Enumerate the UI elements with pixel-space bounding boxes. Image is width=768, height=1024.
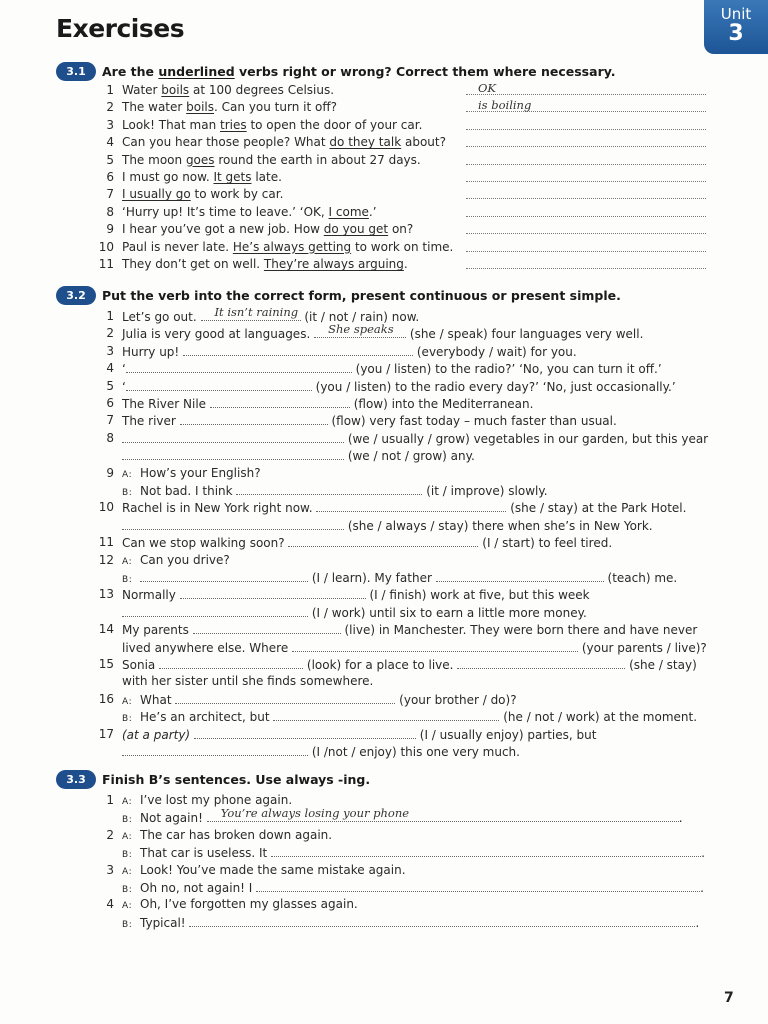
underlined-verb: boils bbox=[161, 83, 190, 97]
exercise-line bbox=[98, 844, 708, 861]
text-segment: ‘ bbox=[122, 379, 126, 394]
answer-blank[interactable] bbox=[193, 621, 341, 634]
exercise-line bbox=[98, 691, 708, 708]
underlined-verb: It gets bbox=[213, 170, 252, 184]
exercise-line bbox=[98, 343, 708, 360]
speaker-label: A: bbox=[122, 831, 133, 842]
exercise-line bbox=[98, 305, 708, 325]
text-segment: My parents bbox=[122, 623, 193, 638]
exercise-line bbox=[98, 534, 708, 551]
answer-blank[interactable] bbox=[122, 743, 308, 756]
item-number: 5 bbox=[106, 152, 114, 167]
item-text-part: Paul is never late. bbox=[122, 239, 233, 254]
item-number: 11 bbox=[98, 535, 114, 550]
line-text bbox=[122, 322, 644, 343]
line-text bbox=[122, 552, 230, 571]
page-title: Exercises bbox=[56, 14, 185, 43]
answer-blank[interactable] bbox=[194, 726, 416, 739]
text-segment: (I /not / enjoy) this one very much. bbox=[308, 745, 520, 759]
text-segment: Normally bbox=[122, 588, 180, 603]
text-segment: (everybody / wait) for you. bbox=[413, 344, 577, 359]
answer-blank[interactable] bbox=[316, 499, 506, 512]
item-text-part: round the earth in about 27 days. bbox=[214, 152, 421, 167]
speaker-label: B: bbox=[122, 714, 133, 725]
text-segment: Not again! bbox=[140, 811, 207, 826]
item-text-part: I must go now. bbox=[122, 170, 214, 184]
text-segment: Not bad. I think bbox=[140, 484, 237, 498]
underlined-verb: boils bbox=[186, 100, 215, 115]
item-text bbox=[122, 117, 422, 134]
exercise-line bbox=[98, 708, 708, 725]
exercise-badge: 3.1 bbox=[56, 62, 96, 81]
exercise-line bbox=[98, 465, 708, 482]
text-segment: What bbox=[140, 692, 176, 707]
item-number: 8 bbox=[106, 204, 114, 219]
line-text bbox=[122, 621, 697, 639]
exercise-line bbox=[98, 827, 708, 844]
answer-blank[interactable] bbox=[189, 914, 695, 927]
speaker-label: B: bbox=[122, 488, 133, 498]
item-text-part: Water bbox=[122, 83, 162, 97]
answer-blank[interactable] bbox=[273, 708, 499, 721]
item-text bbox=[122, 99, 337, 116]
exercise-3-3-header bbox=[56, 770, 370, 789]
exercise-line bbox=[98, 552, 708, 569]
text-segment: . bbox=[700, 881, 704, 895]
speaker-label: A: bbox=[122, 556, 133, 567]
answer-blank[interactable] bbox=[126, 360, 352, 373]
text-segment: ‘ bbox=[122, 362, 126, 377]
answer-line[interactable] bbox=[466, 117, 706, 130]
exercise-line bbox=[98, 806, 708, 826]
text-segment: (I / learn). My father bbox=[308, 571, 436, 585]
exercise-line bbox=[98, 862, 708, 879]
exercise-badge: 3.3 bbox=[56, 770, 96, 789]
item-number: 1 bbox=[106, 309, 114, 323]
line-text bbox=[122, 827, 332, 846]
text-segment: . bbox=[701, 846, 705, 861]
exercise-line bbox=[98, 412, 708, 429]
exercise-instruction: Are the underlined verbs right or wrong? Correct them where necessary. bbox=[102, 64, 616, 79]
item-text bbox=[122, 256, 408, 273]
item-number: 7 bbox=[106, 413, 114, 428]
line-text bbox=[122, 412, 617, 430]
answer-blank[interactable] bbox=[292, 639, 578, 652]
answer-line[interactable] bbox=[466, 169, 706, 182]
item-text-part: about? bbox=[401, 135, 446, 150]
answer-blank[interactable] bbox=[457, 656, 625, 669]
answer-blank[interactable] bbox=[122, 604, 308, 617]
exercise-instruction: Finish B’s sentences. Use always -ing. bbox=[102, 772, 371, 787]
text-segment: (he / not / work) at the moment. bbox=[499, 710, 698, 725]
line-text bbox=[122, 604, 587, 622]
text-segment: (it / not / rain) now. bbox=[300, 310, 420, 324]
line-text bbox=[122, 726, 596, 744]
answer-line[interactable] bbox=[466, 204, 706, 217]
text-segment: Rachel is in New York right now. bbox=[122, 501, 317, 516]
exercise-3-1-header bbox=[56, 62, 615, 81]
line-text bbox=[122, 862, 406, 881]
exercise-line bbox=[98, 569, 708, 586]
exercise-line bbox=[98, 395, 708, 412]
text-segment: Can you drive? bbox=[140, 552, 230, 567]
text-segment: Oh, I’ve forgotten my glasses again. bbox=[140, 897, 358, 912]
item-text bbox=[122, 82, 334, 99]
item-number: 4 bbox=[106, 135, 114, 150]
text-segment: Hurry up! bbox=[122, 344, 184, 359]
exercise-badge: 3.2 bbox=[56, 286, 96, 305]
speaker-label: B: bbox=[122, 575, 133, 585]
item-number: 17 bbox=[98, 726, 114, 741]
item-text-part: The water bbox=[122, 100, 187, 115]
speaker-label: B: bbox=[122, 885, 133, 895]
answer-blank[interactable] bbox=[126, 378, 312, 391]
item-text-part: . bbox=[403, 257, 408, 271]
answer-blank[interactable] bbox=[122, 517, 344, 530]
underlined-verb: do you get bbox=[323, 222, 389, 237]
item-text-part: to work by car. bbox=[190, 187, 284, 202]
text-segment: (she / stay) at the Park Hotel. bbox=[506, 501, 687, 516]
text-segment: Look! You’ve made the same mistake again. bbox=[140, 862, 406, 877]
answer-line[interactable] bbox=[466, 152, 706, 165]
answer-blank[interactable] bbox=[159, 656, 303, 669]
handwritten-answer: OK bbox=[478, 81, 497, 95]
line-text bbox=[122, 360, 662, 378]
text-segment: Let’s go out. bbox=[122, 310, 201, 324]
item-text bbox=[122, 186, 283, 203]
unit-number: 3 bbox=[728, 21, 744, 46]
text-segment: He’s an architect, but bbox=[140, 710, 274, 725]
text-segment: (teach) me. bbox=[603, 571, 678, 585]
item-text-part: I hear you’ve got a new job. How bbox=[122, 222, 324, 237]
exercise-instruction: Put the verb into the correct form, present continuous or present simple. bbox=[102, 288, 621, 303]
item-number: 12 bbox=[98, 552, 114, 567]
line-text bbox=[122, 395, 533, 413]
item-number: 6 bbox=[106, 170, 114, 184]
item-number: 1 bbox=[106, 83, 114, 97]
exercise-line bbox=[98, 430, 708, 447]
line-text bbox=[122, 447, 475, 465]
item-text-part: late. bbox=[251, 170, 282, 184]
text-segment: (flow) into the Mediterranean. bbox=[349, 397, 534, 411]
answer-blank[interactable] bbox=[271, 844, 701, 857]
line-text bbox=[122, 430, 708, 448]
speaker-label: B: bbox=[122, 815, 133, 826]
speaker-label: A: bbox=[122, 797, 133, 807]
handwritten-answer: She speaks bbox=[328, 322, 394, 337]
item-number: 8 bbox=[106, 430, 114, 445]
item-text-part: .’ bbox=[368, 204, 377, 219]
text-segment: The River Nile bbox=[122, 397, 210, 411]
item-text bbox=[122, 204, 377, 221]
item-number: 3 bbox=[106, 117, 114, 132]
exercise-line bbox=[98, 621, 708, 638]
item-number: 9 bbox=[106, 465, 114, 480]
text-segment: (I / start) to feel tired. bbox=[478, 536, 613, 551]
item-number: 9 bbox=[106, 222, 114, 237]
text-segment: Typical! bbox=[140, 915, 190, 930]
text-segment: Oh no, not again! I bbox=[140, 881, 257, 895]
exercise-line bbox=[98, 726, 708, 743]
item-number: 2 bbox=[106, 827, 114, 842]
speaker-label: A: bbox=[122, 866, 133, 877]
answer-line[interactable] bbox=[466, 82, 706, 95]
text-segment: Can we stop walking soon? bbox=[122, 536, 289, 551]
underlined-verb: goes bbox=[185, 152, 215, 167]
text-segment: (flow) very fast today – much faster than usual. bbox=[327, 414, 617, 429]
exercise-line bbox=[98, 447, 708, 464]
exercise-line bbox=[98, 673, 708, 690]
item-text-part: ‘Hurry up! It’s time to leave.’ ‘OK, bbox=[122, 204, 329, 219]
underlined-verb: He’s always getting bbox=[232, 239, 352, 254]
text-segment: (it / improve) slowly. bbox=[422, 484, 548, 498]
item-text bbox=[122, 134, 446, 151]
item-number: 6 bbox=[106, 396, 114, 410]
item-text-part: The moon bbox=[122, 152, 186, 167]
exercise-line bbox=[98, 896, 708, 913]
text-segment: (live) in Manchester. They were born there and have never bbox=[340, 623, 698, 638]
line-text bbox=[122, 743, 520, 761]
line-text bbox=[122, 673, 373, 690]
line-text bbox=[122, 534, 612, 552]
answer-blank[interactable] bbox=[201, 305, 301, 321]
exercise-3-2-header bbox=[56, 286, 621, 305]
answer-blank[interactable] bbox=[122, 430, 344, 443]
speaker-label: B: bbox=[122, 919, 133, 930]
answer-blank[interactable] bbox=[180, 586, 366, 599]
item-text-part: . Can you turn it off? bbox=[214, 100, 337, 115]
item-number: 10 bbox=[98, 239, 114, 254]
item-number: 4 bbox=[106, 897, 114, 912]
exercise-line bbox=[98, 499, 708, 516]
answer-blank[interactable] bbox=[314, 322, 406, 338]
item-number: 16 bbox=[98, 691, 114, 706]
text-segment: lived anywhere else. Where bbox=[122, 640, 293, 655]
text-segment: The car has broken down again. bbox=[140, 827, 333, 842]
text-segment: How’s your English? bbox=[140, 465, 261, 480]
speaker-label: A: bbox=[122, 469, 133, 480]
item-number: 3 bbox=[106, 343, 114, 358]
text-segment: (I / usually enjoy) parties, but bbox=[415, 727, 597, 742]
page-number: 7 bbox=[724, 990, 734, 1006]
text-segment: (she / speak) four languages very well. bbox=[406, 327, 644, 342]
text-segment: (we / usually / grow) vegetables in our garden, but this year bbox=[344, 431, 709, 446]
line-text bbox=[122, 586, 590, 604]
item-number: 14 bbox=[98, 622, 114, 637]
handwritten-answer: It isn’t raining bbox=[214, 305, 299, 319]
item-text bbox=[122, 152, 421, 169]
exercise-line bbox=[98, 378, 708, 395]
text-segment: I’ve lost my phone again. bbox=[140, 793, 293, 807]
item-text-part: at 100 degrees Celsius. bbox=[189, 83, 335, 97]
text-segment: (you / listen) to the radio?’ ‘No, you can turn it off.’ bbox=[351, 362, 662, 377]
item-number: 2 bbox=[106, 326, 114, 341]
answer-blank[interactable] bbox=[236, 482, 422, 495]
exercise-line bbox=[98, 482, 708, 499]
item-text-part: to work on time. bbox=[351, 239, 454, 254]
answer-blank[interactable] bbox=[122, 447, 344, 460]
speaker-label: B: bbox=[122, 850, 133, 861]
speaker-label: A: bbox=[122, 901, 133, 912]
item-number: 13 bbox=[98, 587, 114, 602]
underlined-verb: I usually go bbox=[122, 187, 191, 202]
text-segment: (I / work) until six to earn a little more money. bbox=[308, 605, 587, 620]
item-text-part: on? bbox=[388, 222, 414, 237]
text-segment: (I / finish) work at five, but this week bbox=[365, 588, 590, 603]
item-text-part: Can you hear those people? What bbox=[122, 135, 330, 150]
answer-blank[interactable] bbox=[256, 879, 700, 892]
answer-line[interactable] bbox=[466, 256, 706, 269]
item-number: 2 bbox=[106, 100, 114, 115]
text-segment: (she / stay) bbox=[625, 658, 697, 672]
text-segment: Julia is very good at languages. bbox=[122, 327, 315, 342]
item-text-part: Look! That man bbox=[122, 117, 221, 132]
unit-tab bbox=[704, 0, 768, 54]
answer-line[interactable] bbox=[466, 186, 706, 199]
text-segment: The river bbox=[122, 414, 180, 429]
line-text bbox=[122, 517, 653, 535]
underlined-verb: They’re always arguing bbox=[263, 257, 404, 271]
text-segment: . bbox=[695, 915, 700, 930]
answer-line[interactable] bbox=[466, 134, 706, 147]
exercise-line bbox=[98, 743, 708, 760]
underlined-verb: do they talk bbox=[329, 135, 402, 150]
underlined-verb: I come bbox=[328, 204, 369, 219]
text-segment: Sonia bbox=[122, 658, 160, 672]
item-text bbox=[122, 221, 413, 238]
line-text bbox=[122, 639, 707, 657]
line-text bbox=[122, 378, 676, 396]
exercise-line bbox=[98, 914, 708, 931]
answer-blank[interactable] bbox=[180, 412, 328, 425]
answer-line[interactable] bbox=[466, 239, 706, 252]
line-text bbox=[122, 914, 699, 934]
item-number: 15 bbox=[98, 657, 114, 671]
exercise-line bbox=[98, 656, 708, 673]
item-text bbox=[122, 169, 282, 186]
exercise-line bbox=[98, 639, 708, 656]
text-segment: (you / listen) to the radio every day?’ ‘No, just occasionally.’ bbox=[311, 379, 676, 394]
answer-blank[interactable] bbox=[436, 569, 604, 582]
answer-blank[interactable] bbox=[210, 395, 350, 408]
exercise-line bbox=[98, 879, 708, 896]
answer-blank[interactable] bbox=[183, 343, 413, 356]
line-text bbox=[122, 656, 697, 674]
speaker-label: A: bbox=[122, 696, 133, 707]
item-text bbox=[122, 239, 453, 256]
text-segment: . bbox=[678, 811, 683, 826]
answer-blank[interactable] bbox=[288, 534, 478, 547]
exercise-line bbox=[98, 322, 708, 342]
answer-blank[interactable] bbox=[140, 569, 308, 582]
text-segment: (we / not / grow) any. bbox=[344, 449, 475, 464]
underlined-verb: tries bbox=[220, 117, 247, 132]
item-number: 5 bbox=[106, 378, 114, 393]
text-segment: (look) for a place to live. bbox=[303, 658, 458, 672]
exercise-line bbox=[98, 360, 708, 377]
unit-label: Unit bbox=[720, 5, 752, 23]
answer-blank[interactable] bbox=[207, 806, 679, 822]
item-text-part: They don’t get on well. bbox=[122, 257, 264, 271]
item-number: 4 bbox=[106, 361, 114, 376]
text-segment: That car is useless. It bbox=[140, 846, 272, 861]
item-number: 1 bbox=[106, 793, 114, 807]
text-segment: (your parents / live)? bbox=[578, 640, 707, 655]
text-segment: (she / always / stay) there when she’s in New York. bbox=[344, 518, 653, 533]
text-segment: with her sister until she finds somewhere. bbox=[122, 674, 374, 689]
handwritten-answer: is boiling bbox=[478, 98, 532, 113]
italic-cue: (at a party) bbox=[122, 727, 191, 742]
item-text-part: to open the door of your car. bbox=[246, 117, 423, 132]
answer-line[interactable] bbox=[466, 221, 706, 234]
item-number: 7 bbox=[106, 187, 114, 202]
answer-blank[interactable] bbox=[175, 691, 395, 704]
item-number: 3 bbox=[106, 862, 114, 877]
handwritten-answer: You’re always losing your phone bbox=[220, 806, 410, 821]
exercise-line bbox=[98, 604, 708, 621]
line-text bbox=[122, 896, 358, 915]
exercise-line bbox=[98, 586, 708, 603]
line-text bbox=[122, 465, 261, 484]
line-text bbox=[122, 343, 577, 361]
item-number: 11 bbox=[98, 257, 114, 271]
line-text bbox=[122, 499, 686, 517]
text-segment: (your brother / do)? bbox=[395, 692, 517, 707]
item-number: 10 bbox=[98, 500, 114, 515]
exercise-line bbox=[98, 517, 708, 534]
